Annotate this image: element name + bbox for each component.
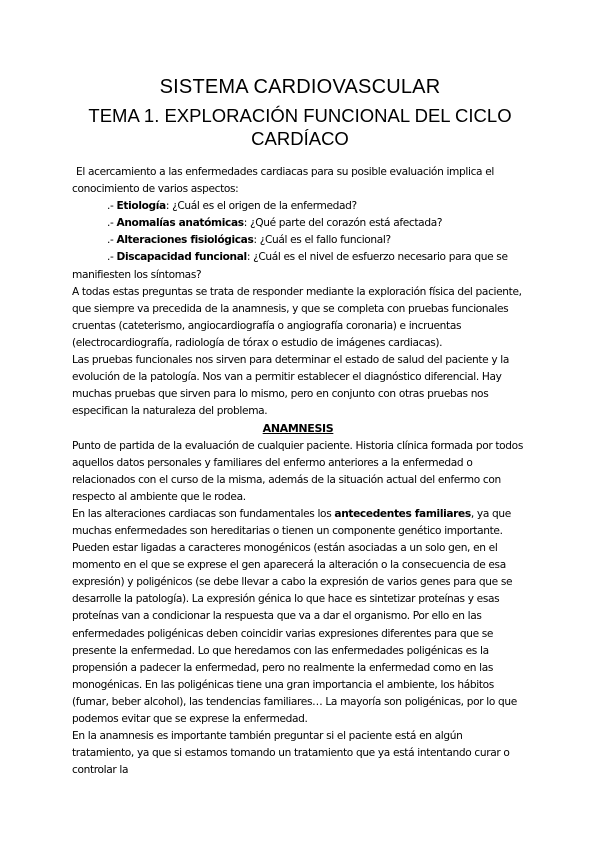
bullet-etiologia [72,198,524,215]
bullet-prefix: .- [107,234,117,247]
bullet-discapacidad [72,249,524,283]
bullet-term: Etiología [116,200,166,213]
paragraph-tratamiento: En la anamnesis es importante también preguntar si el paciente está en algún tratamiento, ya que si estamos tomando un tratamiento que ya está intentando curar o controlar la [72,730,510,777]
paragraph-anamnesis-definition: Punto de partida de la evaluación de cualquier paciente. Historia clínica formada por todos aquellos datos personales y familiares del enfermo anteriores a la enfermedad o relacionados con el curso de la misma, además de la situación actual del enfermo con respecto al ambiente que le rodea. [72,439,523,503]
bullet-alteraciones [72,232,524,249]
bullet-anomalias [72,215,524,232]
paragraph-pruebas: Las pruebas funcionales nos sirven para determinar el estado de salud del paciente y la evolución de la patología. Nos van a permitir establecer el diagnóstico diferencial. Hay muchas pruebas que sirven para lo mismo, pero en conjunto con otras pruebas nos especifican la naturaleza del problema. [72,354,510,418]
text-run: En las alteraciones cardiacas son fundamentales los [72,507,335,520]
paragraph-exploracion: A todas estas preguntas se trata de responder mediante la exploración física del paciente, que siempre va precedida de la anamnesis, y que se completa con pruebas funcionales cruentas (cateterismo, angiocardiografía o angiografía coronaria) e incruentas (electrocardiografía, radiología de tórax o estudio de imágenes cardiacas). [72,285,522,349]
bullet-text: : ¿Cuál es el origen de la enfermedad? [165,200,357,213]
document-title: SISTEMA CARDIOVASCULAR [159,76,441,98]
text-run: , ya que muchas enfermedades son hereditarias o tienen un componente genético importante. Pueden estar ligadas a caracteres monogénicos (están asociadas a un solo gen, en el momento en el que se exprese el gen aparecerá la alteración o la consecuencia de esa expresión) y poligénicos (se debe llevar a cabo la expresión de varios genes para que se desarrolle la patología). La expresión génica lo que hace es sintetizar proteínas y esas proteínas van a condicionar la respuesta que va a dar el organismo. Por ello en las enfermedades poligénicas deben coincidir varias expresiones diferentes para que se presente la enfermedad. Lo que heredamos con las enfermedades poligénicas es la propensión a padecer la enfermedad, pero no realmente la enfermedad como en las monogénicas. En las poligénicas tiene una gran importancia el ambiente, los hábitos (fumar, beber alcohol), las tendencias familiares… La mayoría son poligénicas, por lo que podemos evitar que se exprese la enfermedad. [72,507,517,725]
document-subtitle: TEMA 1. EXPLORACIÓN FUNCIONAL DEL CICLO CARDÍACO [88,105,512,149]
bullet-prefix: .- [107,200,117,213]
bullet-prefix: .- [107,217,117,230]
bullet-term: Discapacidad funcional [116,251,247,264]
intro-paragraph: El acercamiento a las enfermedades cardiacas para su posible evaluación implica el conocimiento de varios aspectos: [72,166,494,196]
paragraph-antecedentes [72,506,524,728]
section-heading-anamnesis: ANAMNESIS [262,422,334,436]
bullet-text: : ¿Cuál es el nivel de esfuerzo necesario para que se manifiesten los síntomas? [72,251,508,281]
document-body [72,164,524,779]
bullet-text: : ¿Qué parte del corazón está afectada? [243,217,443,230]
bullet-text: : ¿Cuál es el fallo funcional? [253,234,391,247]
bold-term: antecedentes familiares [334,507,471,520]
bullet-prefix: .- [107,251,117,264]
bullet-term: Alteraciones fisiológicas [116,234,254,247]
bullet-term: Anomalías anatómicas [116,217,244,230]
